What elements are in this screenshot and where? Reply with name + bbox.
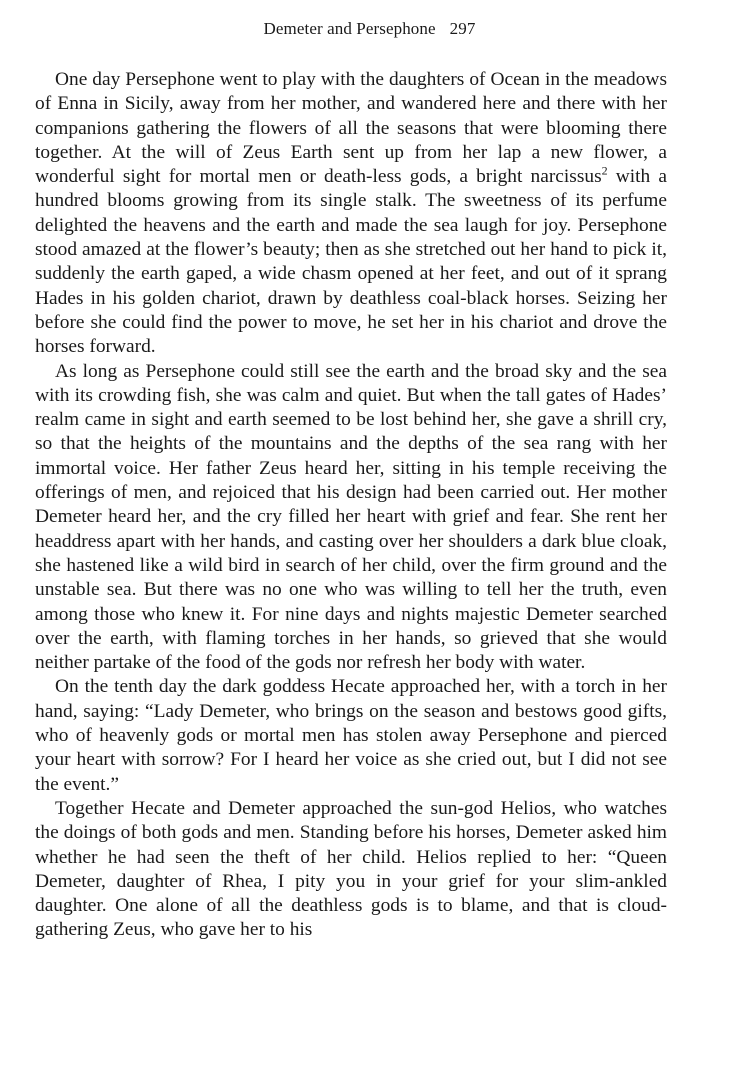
page-number: 297 [449, 19, 476, 38]
paragraph-1 [35, 68, 667, 360]
paragraph-3: On the tenth day the dark goddess Hecate approached her, with a torch in her hand, saying: “Lady Demeter, who brings on the season and bestows good gifts, who of heavenly gods or mortal men has stolen away Persephone and pierced your heart with sorrow? For I heard her voice as she cried out, but I did not see the event.” [35, 676, 667, 795]
paragraph-4: Together Hecate and Demeter approached the sun-god Helios, who watches the doings of both gods and men. Standing before his horses, Demeter asked him whether he had seen the theft of her child. Helios replied to her: “Queen Demeter, daughter of Rhea, I pity you in your grief for your slim-ankled daughter. One alone of all the deathless gods is to blame, and that is cloud-gathering Zeus, who gave her to his [35, 797, 667, 941]
body-text [35, 68, 667, 943]
paragraph-1-text-after-note: with a hundred blooms growing from its single stalk. The sweetness of its perfume delighted the heavens and the earth and made the sea laugh for joy. Persephone stood amazed at the flower’s beauty; then as she stretched out her hand to pick it, suddenly the earth gaped, a wide chasm opened at her feet, and out of it sprang Hades in his golden chariot, drawn by deathless coal-black horses. Seizing her before she could find the power to move, he set her in his chariot and drove the horses forward. [35, 166, 667, 358]
paragraph-1-text-before-note: One day Persephone went to play with the daughters of Ocean in the meadows of Enna in Sicily, away from her mother, and wandered here and there with her companions gathering the flowers of all the seasons that were blooming there together. At the will of Zeus Earth sent up from her lap a new flower, a wonderful sight for mortal men or death-less gods, a bright narcissus [35, 69, 667, 188]
running-head-title: Demeter and Persephone [263, 19, 436, 38]
running-head [0, 19, 739, 39]
paragraph-2: As long as Persephone could still see the earth and the broad sky and the sea with its crowding fish, she was calm and quiet. But when the tall gates of Hades’ realm came in sight and earth seemed to be lost behind her, she gave a shrill cry, so that the heights of the mountains and the depths of the sea rang with her immortal voice. Her father Zeus heard her, sitting in his temple receiving the offerings of men, and rejoiced that his design had been carried out. Her mother Demeter heard her, and the cry filled her heart with grief and fear. She rent her headdress apart with her hands, and casting over her shoulders a dark blue cloak, she hastened like a wild bird in search of her child, over the firm ground and the unstable sea. But there was no one who was willing to tell her the truth, even among those who knew it. For nine days and nights majestic Demeter searched over the earth, with flaming torches in her hands, so grieved that she would neither partake of the food of the gods nor refresh her body with water. [35, 360, 667, 674]
footnote-reference: 2 [601, 163, 608, 178]
